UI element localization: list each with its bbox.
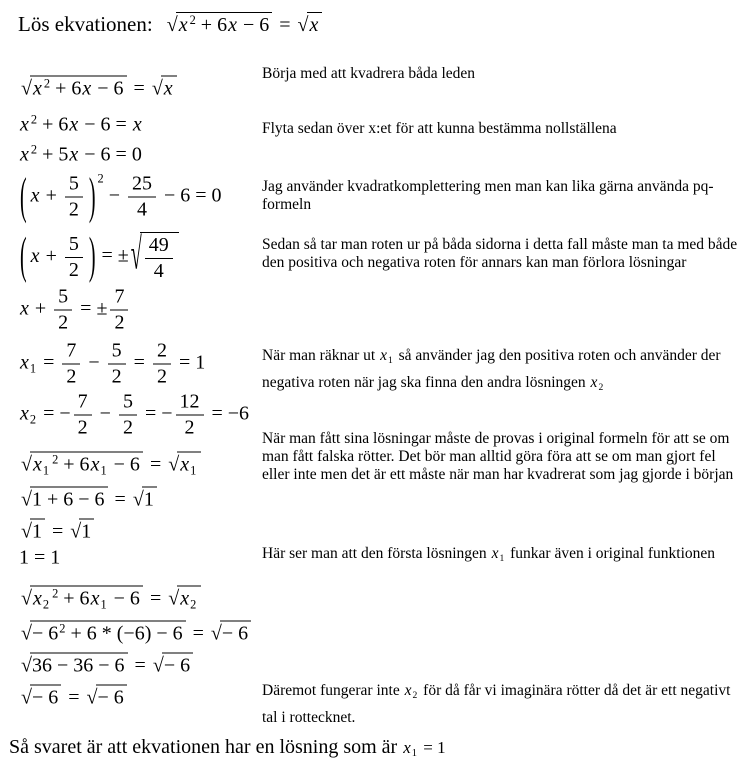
inline-math: $x_1 = 1$: [403, 738, 446, 760]
equation-row-16: √ − 6 = √ − 6: [19, 685, 129, 710]
text-segment: När man fått sina lösningar måste de provas i original formeln för att se om man fått falska rötter. Det bör man alltid göra föra att se om man gjort fel eller inte men det är ett måste när man har kvadrerat som jag gjorde i början: [262, 430, 734, 483]
text-segment: Däremot fungerar inte: [262, 682, 404, 699]
comment-6: [262, 430, 739, 484]
text-segment: Sedan så tar man roten ur på båda sidorna i detta fall måste man ta med både den positiva och negativa roten för annars kan man förlora lösningar: [262, 236, 738, 271]
comment-2: [262, 120, 739, 138]
equation-row-13: √ $x_2^2 + 6x_1 - 6$ = √ $x_2$: [19, 586, 203, 611]
comment-8: [262, 678, 739, 730]
text-segment: Börja med att kvadrera båda leden: [262, 65, 476, 82]
equation-row-3: x $^2$ + 5x − 6 = 0: [20, 142, 142, 166]
text-segment: Här ser man att den första lösningen: [262, 545, 491, 562]
equation-row-14: √ − $6^2 + 6 * (-6) - 6$ = √ − 6: [19, 621, 253, 646]
inline-math: $x_1$: [380, 347, 393, 367]
equation-row-7: $x_1$ = $\frac{7}{2}$ − $\frac{5}{2}$ = $\frac{2}{2}$ = 1: [20, 339, 206, 388]
equation-row-4: ( x + $\frac{5}{2}$ ) $^2$ − $\frac{25}{4}$ − 6 = 0: [20, 169, 222, 225]
equation-row-11: √ 1 = √ 1: [19, 519, 96, 544]
answer-line: [9, 736, 446, 759]
equation-row-12: 1 = 1: [19, 546, 61, 569]
comment-7: [262, 545, 739, 565]
text-segment: När man räknar ut: [262, 347, 380, 364]
inline-math: $x_2$: [404, 682, 418, 702]
text-segment: Jag använder kvadratkomplettering men man kan lika gärna använda pq-formeln: [262, 178, 714, 213]
equation-row-9: √ $x_1^2 + 6x_1 - 6$ = √ $x_1$: [19, 452, 203, 477]
text-segment: Flyta sedan över x:et för att kunna bestämma nollställena: [262, 120, 617, 137]
text-segment: för då får vi imaginära rötter då det är ett negativt tal i rottecknet.: [262, 682, 731, 726]
equation-row-2: x $^2$ + 6x − 6 = x: [20, 112, 142, 136]
equation-row-1: √ x $^2$ + 6x − 6 = √ x: [19, 76, 179, 101]
text-segment: så använder jag den positiva roten och använder der negativa roten när jag ska finna den andra lösningen: [262, 347, 721, 391]
comment-1: [262, 65, 739, 83]
comment-5: [262, 343, 739, 397]
comment-3: [262, 178, 730, 214]
equation-row-6: x + $\frac{5}{2}$ = ± $\frac{7}{2}$: [19, 287, 131, 334]
equation-row-5: ( x + $\frac{5}{2}$ ) = ± √ 49 4: [19, 232, 181, 282]
inline-math: $x_1$: [491, 545, 505, 565]
comment-4: [262, 236, 739, 272]
title-label: Lös ekvationen:: [18, 12, 153, 36]
equation-row-15: √ 36 − 36 − 6 = √ − 6: [19, 653, 195, 678]
equation-row-8: $x_2$ = − $\frac{7}{2}$ − $\frac{5}{2}$ = − $\frac{12}{2}$ = −6: [20, 390, 250, 439]
problem-title: [18, 12, 324, 37]
text-segment: funkar även i original funktionen: [506, 545, 716, 562]
title-equation: √ x $^2$ + 6x − 6 = √ x: [165, 12, 325, 37]
inline-math: $x_2$: [590, 374, 604, 394]
equation-row-10: √ 1 + 6 − 6 = √ 1: [19, 487, 159, 512]
text-segment: Så svaret är att ekvationen har en lösning som är: [9, 736, 403, 758]
